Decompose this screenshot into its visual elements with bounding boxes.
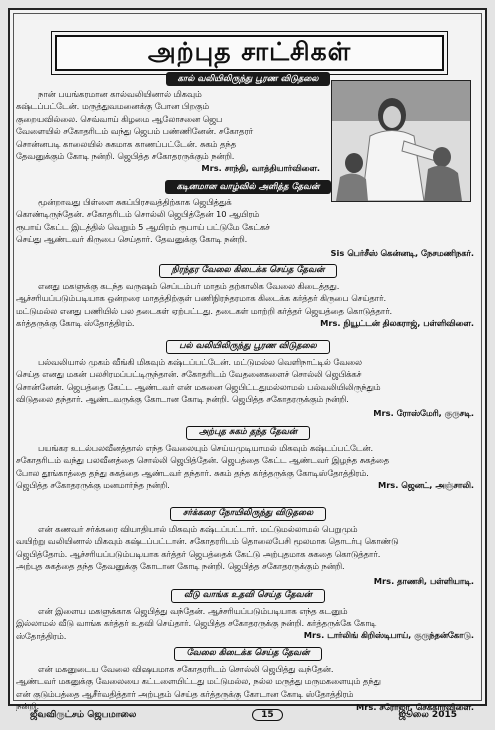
testimony-heading: சர்க்கரை நோயிலிருந்து விடுதலை	[16, 507, 480, 521]
testimony-1	[16, 180, 480, 266]
testimony-heading: கால் வலியிலிருந்து பூரண விடுதலை	[16, 72, 480, 86]
testimony-3	[16, 340, 480, 430]
page-footer	[8, 706, 487, 724]
testimony-body: நான் பயங்கரமான கால்வலியினால் மிகவும் கஷ்டப்பட்டேன். மருத்துவமனைக்கு போன பிறகும் குறையவில்லை. செவ்வாய் கிழமை ஆலோசனை ஜெப வேளையில் சகோதரிடம் வந்து ஜெபம் பண்ணினேன். சகோதரர் சொன்னபடி காலையில் சுகமாக காணப்பட்டேன். சுகம் தந்த தேவனுக்கும் கோடி நன்றி. ஜெபித்த சகோதரருக்கும் நன்றி.	[16, 89, 254, 161]
testimony-heading: கடினமான வாழ்வில் அளித்த தேவன்	[16, 180, 480, 194]
testimony-signature: Mrs. தாணசி, பள்ளியாடி.	[373, 576, 474, 586]
testimony-signature: Mrs. சரோஜா, செக்காரவிளை.	[356, 702, 474, 712]
testimony-heading: வேலை கிடைக்க செய்த தேவன்	[16, 647, 480, 661]
testimony-heading: நிரந்தர வேலை கிடைக்க செய்த தேவன்	[16, 264, 480, 278]
testimony-5	[16, 507, 480, 601]
footer-date: ஜூலை 2015	[398, 709, 457, 720]
testimony-signature: Mrs. சாந்தி, வாத்தியார்விளை.	[201, 163, 320, 173]
testimony-body: மூன்றாவது பிள்ளை சுகப்பிரசவத்திற்காக ஜெபித்துக் கொண்டிருந்தேன். சகோதரிடம் சொல்லி ஜெபித்தேன் 10 ஆயிரம் ரூபாய் கேட்ட இடத்தில் வெறும் 5 ஆயிரம் ரூபாய் பட்டுமே கேட்கச் செய்து ஆண்டவர் கிருபை செய்தார். தேவனுக்கு கோடி நன்றி.	[16, 197, 270, 245]
testimony-signature: Mrs. ஜெனட், அஞ்சாலி.	[377, 480, 474, 490]
testimony-heading: அற்புத சுகம் தந்த தேவன்	[16, 426, 480, 440]
testimony-body: எனது மகளுக்கு கடந்த வருஷம் செப்டம்பர் மாதம் தற்காலிக வேலை கிடைத்தது. ஆச்சரியப்படும்படியாக ஒன்றரை மாதத்திற்குள் பணிநிரந்தரமாக கிடைக்க கர்த்தர் கிருபை செய்தார். மட்டுமல்ல எனது பணியில் பல தடைகள் ஏற்பட்டது. தடைகள் மாற்றி கர்த்தர் ஜெயத்தை கொடுத்தார். கர்த்தருக்கு கோடி ஸ்தோத்திரம்.	[16, 281, 393, 329]
title-banner	[55, 35, 444, 71]
page-number: 15	[252, 709, 283, 721]
page-title: அற்புத சாட்சிகள்	[147, 36, 352, 66]
testimony-body: என் மகனுடைய வேலை விஷயமாக சகோதரரிடம் சொல்லி ஜெபித்து வந்தேன். ஆண்டவர் மகனுக்கு வேலையை கட்டளையிட்டது மட்டுமல்ல, நல்ல மருத்து மருமகளையும் தந்து என் குடும்பத்தை ஆசீர்வதித்தார் அற்புதம் செய்த கர்த்தருக்கு கோடான கோடி ஸ்தோத்திரம் நன்றி.	[16, 664, 381, 712]
testimony-signature: Sis பெர்சீஸ் கென்னடி, நேசமணிநகர்.	[330, 248, 474, 258]
testimony-signature: Mrs. நியூட்டன் திலகராஜ், பள்ளிவிளை.	[320, 318, 474, 328]
testimony-body: என் கணவர் சர்க்கரை வியாதியால் மிகவும் கஷ்டப்பட்டார். மட்டுமல்லாமல் பெறுமும் வயிற்று வலியினால் மிகவும் கஷ்டப்பட்டான். சகோதரரிடம் தொலைபேசி மூலமாக தொடர்பு கொண்டு ஜெபித்தோம். ஆச்சரியப்படும்படியாக கர்த்தர் ஜெபத்தைக் கேட்டு அற்புதமாக சுகதை கொடுத்தார். அற்புத சுகத்தை தந்த தேவனுக்கு கோடான கோடி நன்றி. ஜெபித்த சகோதரருக்கும் நன்றி.	[16, 524, 399, 572]
testimony-body: என் இளைய மகளுக்காக ஜெபித்து வந்தேன். ஆச்சரியப்படும்படியாக எந்த கடனும் இல்லாமல் வீடு வாங்க கர்த்தர் உதவி செய்தார். ஜெபித்த சகோதரருக்கு நன்றி. கர்த்தருக்கே கோடி ஸ்தோத்திரம்.	[16, 606, 377, 641]
testimony-body: பல்வலியால் முகம் வீங்கி மிகவும் கஷ்டப்பட்டேன். மட்டுமல்ல வெளிநாட்டில் வேலை செய்த எனது மகன் பலசிரமப்பட்டிருந்தான். சகோதரிடம் வேதனைகளைச் சொல்லி ஜெபிக்கச் சொன்னேன். ஜெபத்தை கேட்ட ஆண்டவர் என் மகனை ஜெபிட்டதுமல்லாமல் பல்வலியிலிருந்தும் விடுதலை தந்தார். ஆண்டவருக்கு கோடான கோடி நன்றி. ஜெபித்த சகோதரருக்கும் நன்றி.	[16, 357, 381, 405]
testimony-4	[16, 426, 480, 516]
testimony-signature: Mrs. டார்லிங் கிறிஸ்டிபாய், குருந்தன்கோடு.	[303, 630, 474, 640]
footer-magazine-name: ஜீவவிருட்சம் ஜெபமாலை	[30, 709, 137, 720]
testimony-heading: வீடு வாங்க உதவி செய்த தேவன்	[16, 589, 480, 603]
testimony-signature: Mrs. ரோஸ்மேரி, குருசடி.	[373, 408, 474, 418]
testimony-body: பயங்கர உடல்பலவீனத்தால் எந்த வேலையும் செய்யமுடியாமல் மிகவும் கஷ்டப்பட்டேன். சகோதரிடம் வந்து பலவீனத்தை சொல்லி ஜெபித்தேன். ஜெபத்தை கேட்ட ஆண்டவர் இழந்த சுகத்தை போல தூங்காத்தை தந்து சுகத்தை ஆண்டவர் தந்தார். சுகம் தந்த கர்த்தருக்கு கோடிஸ்தோத்திரம். ஜெபித்த சகோதரருக்கு மனமார்ந்த நன்றி.	[16, 443, 390, 491]
testimony-7	[16, 647, 480, 712]
testimony-heading: பல் வலியிலிருந்து பூரண விடுதலை	[16, 340, 480, 354]
testimony-2	[16, 264, 480, 348]
testimony-0	[16, 72, 480, 173]
